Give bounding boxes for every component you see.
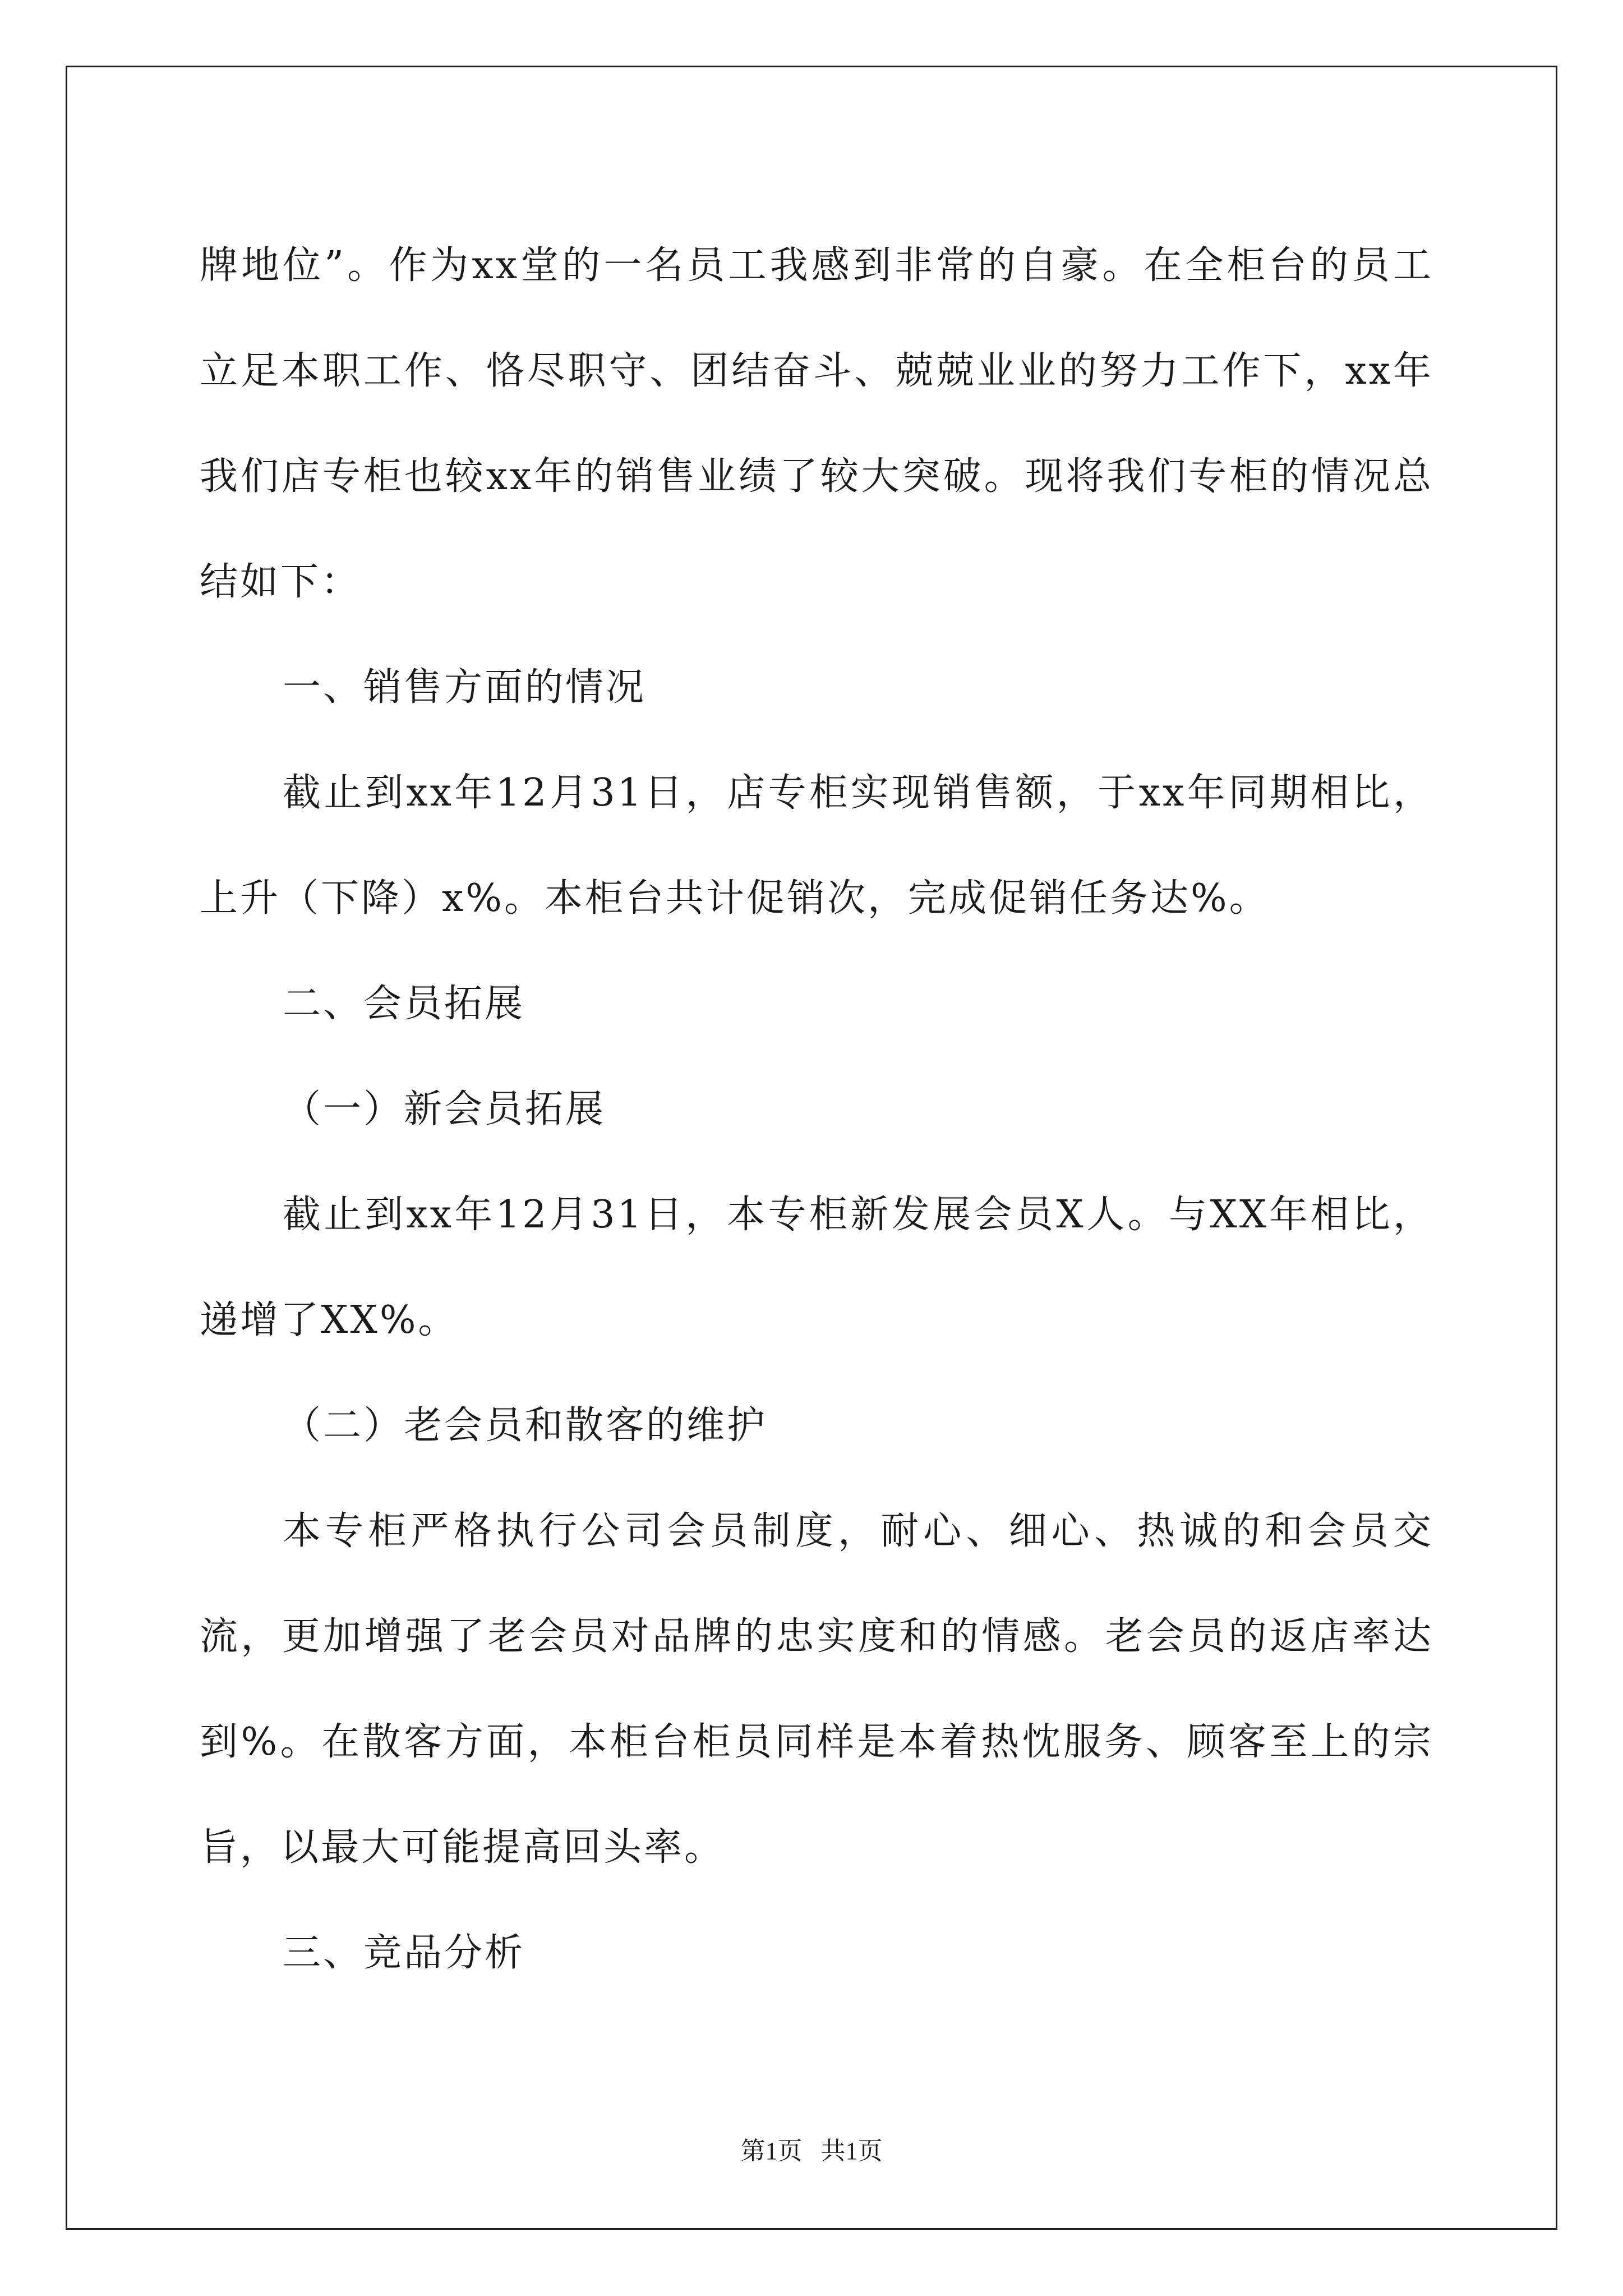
- page-number-total: 共1页: [820, 2137, 883, 2165]
- document-body: [200, 213, 1433, 2006]
- paragraph-intro: 牌地位”。作为xx堂的一名员工我感到非常的自豪。在全柜台的员工立足本职工作、恪尽职守、团结奋斗、兢兢业业的努力工作下，xx年我们店专柜也较xx年的销售业绩了较大突破。现将我们专柜的情况总结如下：: [200, 243, 1433, 604]
- heading-sales: 一、销售方面的情况: [283, 665, 647, 710]
- subheading-old-members: （二）老会员和散客的维护: [283, 1404, 768, 1448]
- page-number-current: 第1页: [740, 2137, 803, 2165]
- subheading-new-members: （一）新会员拓展: [283, 1087, 606, 1131]
- paragraph-new-members: 截止到xx年12月31日，本专柜新发展会员X人。与XX年相比，递增了XX%。: [200, 1193, 1433, 1342]
- heading-competitors: 三、竞品分析: [283, 1931, 525, 1975]
- paragraph-old-members: 本专柜严格执行公司会员制度，耐心、细心、热诚的和会员交流，更加增强了老会员对品牌的忠实度和的情感。老会员的返店率达到%。在散客方面，本柜台柜员同样是本着热忱服务、顾客至上的宗旨，以最大可能提高回头率。: [200, 1509, 1433, 1870]
- paragraph-sales: 截止到xx年12月31日，店专柜实现销售额，于xx年同期相比，上升（下降）x%。本柜台共计促销次，完成促销任务达%。: [200, 771, 1433, 921]
- heading-members: 二、会员拓展: [283, 982, 525, 1026]
- page-footer: [0, 2134, 1623, 2168]
